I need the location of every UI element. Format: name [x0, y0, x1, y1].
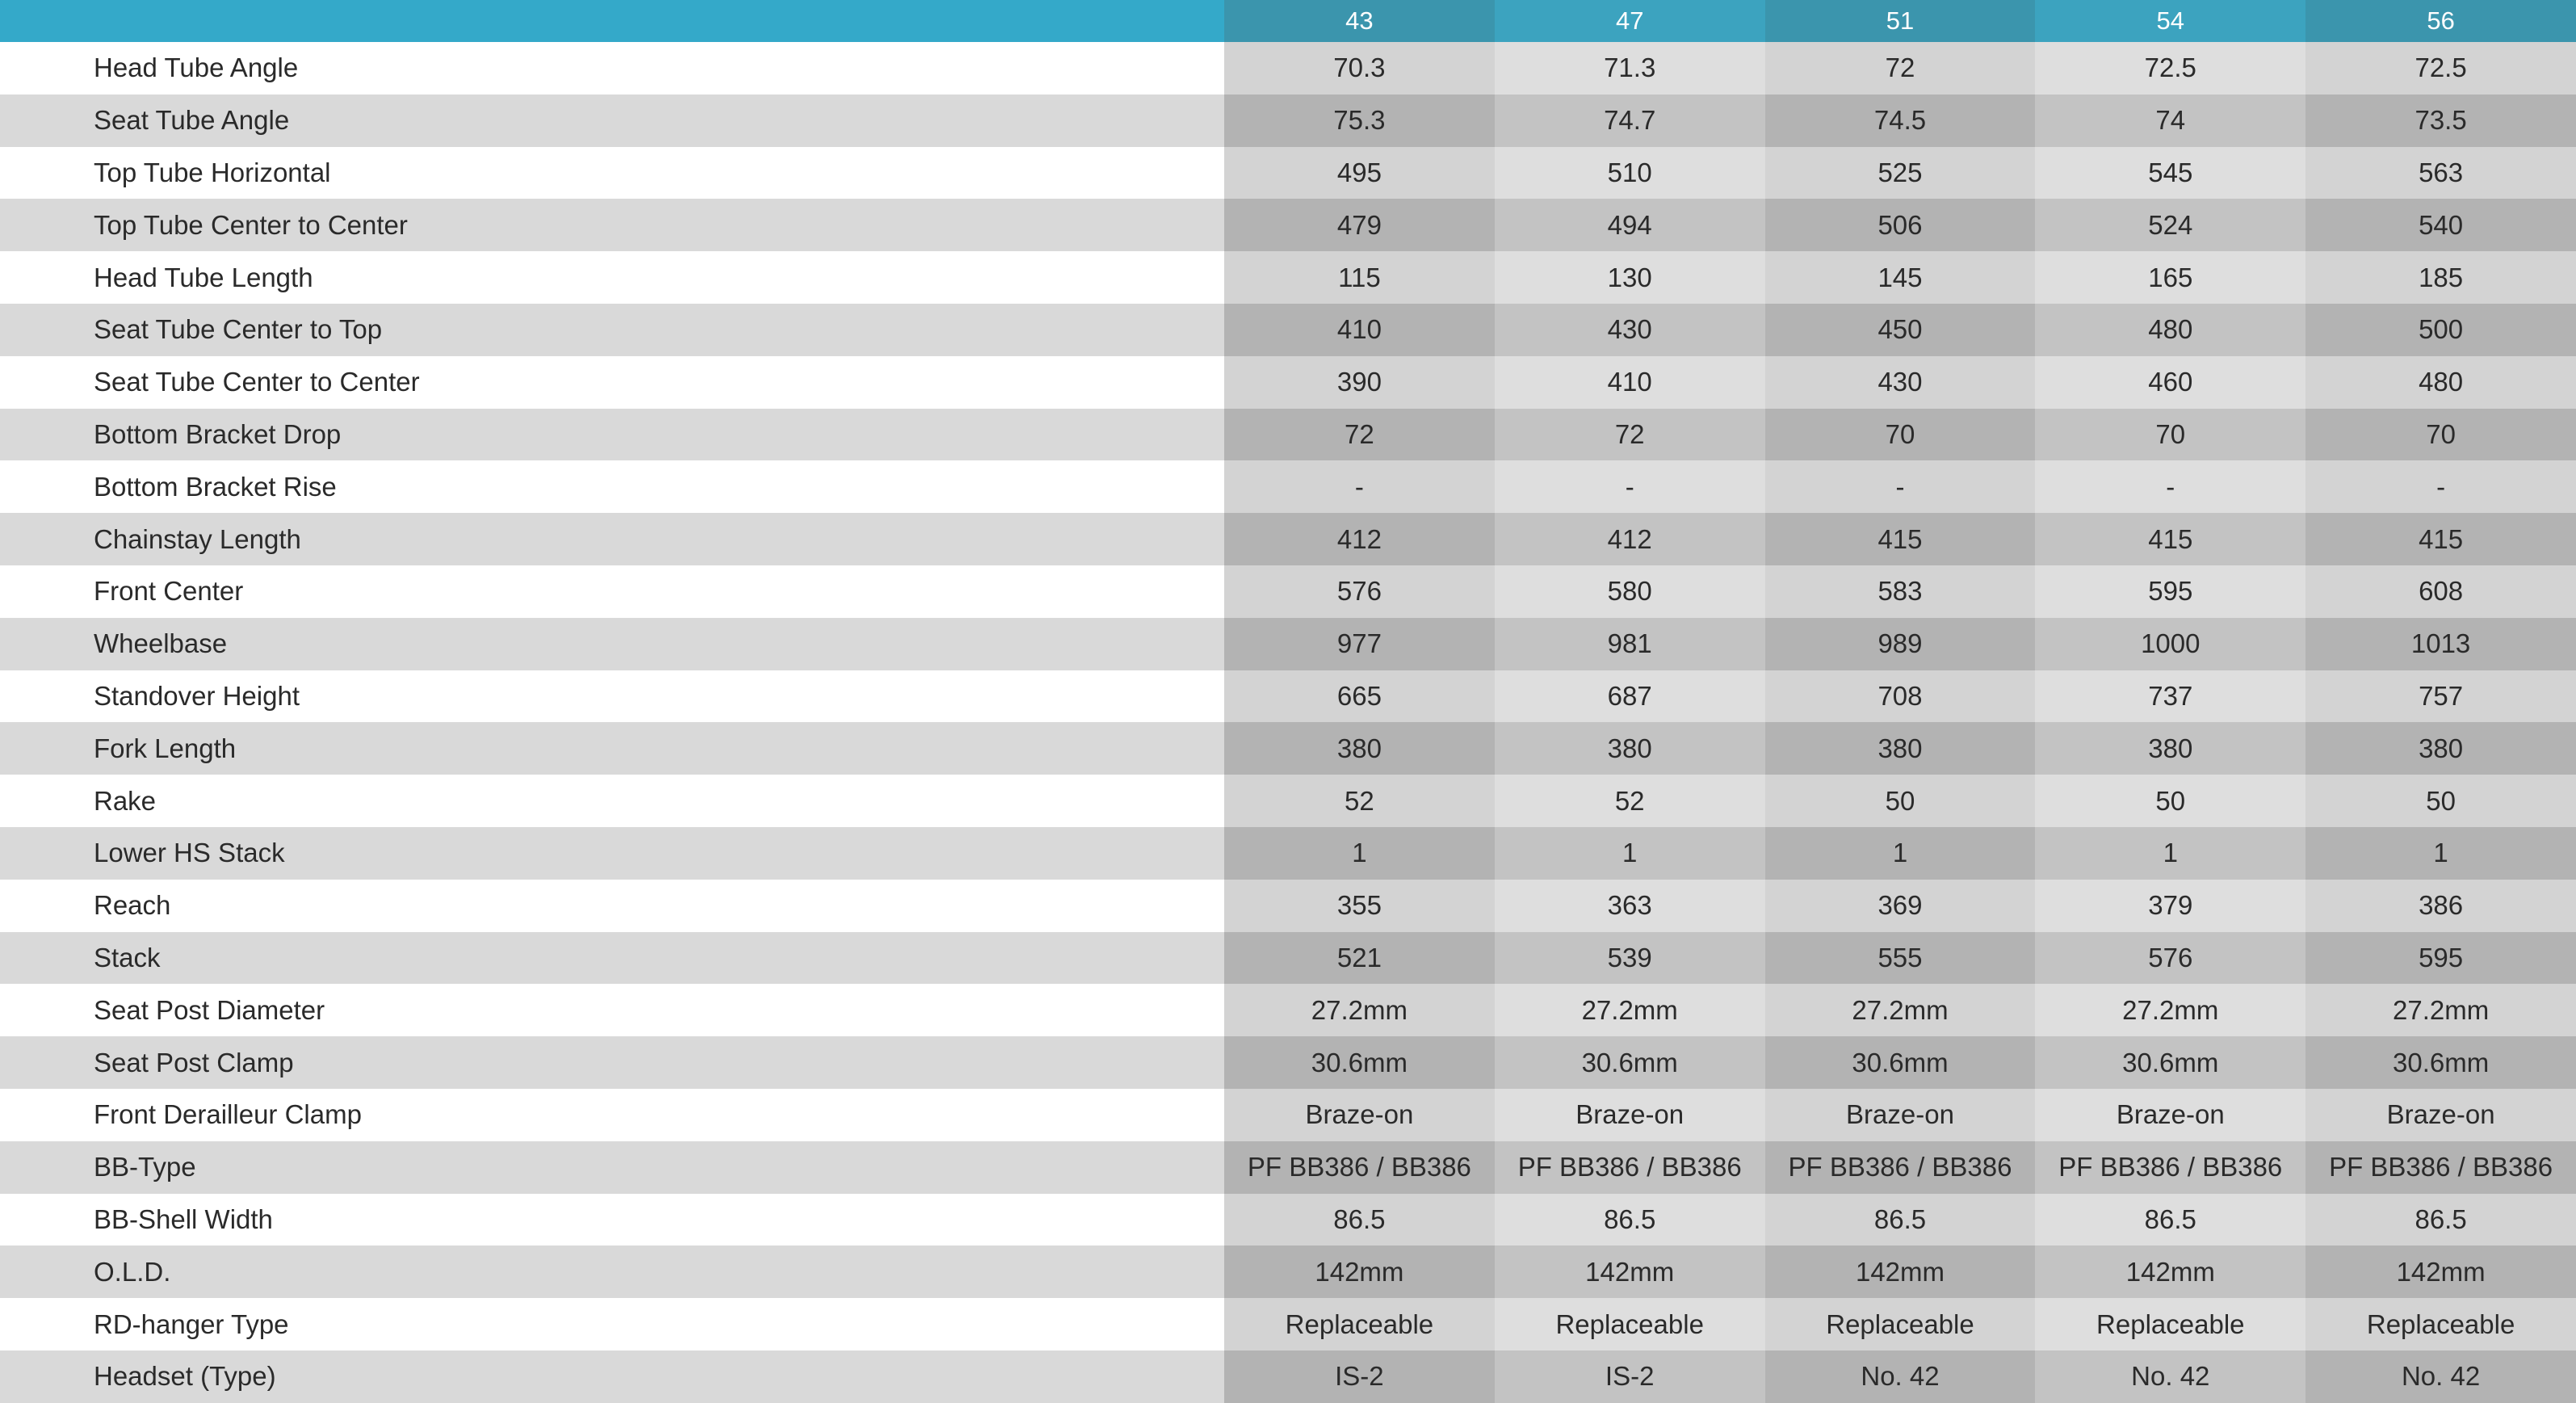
table-cell: 1	[1224, 827, 1495, 880]
row-label: Front Derailleur Clamp	[0, 1089, 1224, 1141]
table-cell: Replaceable	[2035, 1298, 2305, 1350]
table-cell: 30.6mm	[1224, 1036, 1495, 1089]
table-cell: 72.5	[2035, 42, 2305, 95]
table-cell: 1	[2305, 827, 2576, 880]
table-cell: 524	[2035, 199, 2305, 251]
size-header: 51	[1765, 0, 2036, 42]
table-cell: 142mm	[1224, 1245, 1495, 1298]
table-cell: 479	[1224, 199, 1495, 251]
table-row	[0, 722, 2576, 775]
table-cell: No. 42	[1765, 1350, 2036, 1403]
row-label: Bottom Bracket Drop	[0, 409, 1224, 461]
table-cell: 52	[1495, 775, 1765, 827]
table-cell: 86.5	[2035, 1194, 2305, 1246]
row-label: O.L.D.	[0, 1245, 1224, 1298]
table-cell: 27.2mm	[2305, 984, 2576, 1036]
table-cell: 580	[1495, 565, 1765, 618]
table-row	[0, 1194, 2576, 1246]
table-cell: 495	[1224, 147, 1495, 200]
size-header: 54	[2035, 0, 2305, 42]
table-cell: -	[1224, 460, 1495, 513]
table-cell: 30.6mm	[1765, 1036, 2036, 1089]
size-header: 47	[1495, 0, 1765, 42]
table-cell: 380	[1224, 722, 1495, 775]
table-cell: 665	[1224, 670, 1495, 723]
table-row	[0, 356, 2576, 409]
table-row	[0, 1350, 2576, 1403]
row-label: Headset (Type)	[0, 1350, 1224, 1403]
table-cell: 412	[1495, 513, 1765, 565]
row-label: Wheelbase	[0, 618, 1224, 670]
row-label: Front Center	[0, 565, 1224, 618]
table-row	[0, 618, 2576, 670]
table-row	[0, 1298, 2576, 1350]
table-cell: PF BB386 / BB386	[1765, 1141, 2036, 1194]
table-cell: 86.5	[1495, 1194, 1765, 1246]
table-cell: 595	[2035, 565, 2305, 618]
table-cell: 50	[2035, 775, 2305, 827]
table-cell: 72.5	[2305, 42, 2576, 95]
table-cell: 73.5	[2305, 95, 2576, 147]
table-cell: 460	[2035, 356, 2305, 409]
table-cell: 525	[1765, 147, 2036, 200]
row-label: Head Tube Angle	[0, 42, 1224, 95]
table-cell: 415	[2305, 513, 2576, 565]
table-cell: 410	[1495, 356, 1765, 409]
table-cell: 1	[2035, 827, 2305, 880]
table-cell: 737	[2035, 670, 2305, 723]
size-header: 43	[1224, 0, 1495, 42]
table-cell: 390	[1224, 356, 1495, 409]
table-cell: 72	[1765, 42, 2036, 95]
table-cell: 74	[2035, 95, 2305, 147]
table-cell: 72	[1495, 409, 1765, 461]
table-cell: 450	[1765, 304, 2036, 356]
table-cell: 576	[1224, 565, 1495, 618]
table-cell: 380	[1495, 722, 1765, 775]
table-row	[0, 932, 2576, 985]
row-label: Lower HS Stack	[0, 827, 1224, 880]
table-cell: 142mm	[2035, 1245, 2305, 1298]
table-cell: Braze-on	[1495, 1089, 1765, 1141]
table-cell: 27.2mm	[1495, 984, 1765, 1036]
table-row	[0, 1089, 2576, 1141]
row-label: Stack	[0, 932, 1224, 985]
table-cell: 757	[2305, 670, 2576, 723]
table-cell: 380	[1765, 722, 2036, 775]
table-cell: 70	[2035, 409, 2305, 461]
row-label: Seat Tube Center to Center	[0, 356, 1224, 409]
table-cell: 500	[2305, 304, 2576, 356]
table-cell: Braze-on	[1224, 1089, 1495, 1141]
table-cell: 30.6mm	[1495, 1036, 1765, 1089]
table-cell: 165	[2035, 251, 2305, 304]
table-row	[0, 42, 2576, 95]
table-cell: 369	[1765, 880, 2036, 932]
table-cell: No. 42	[2305, 1350, 2576, 1403]
table-row	[0, 409, 2576, 461]
row-label: BB-Shell Width	[0, 1194, 1224, 1246]
row-label: Seat Tube Center to Top	[0, 304, 1224, 356]
table-cell: 583	[1765, 565, 2036, 618]
table-cell: 708	[1765, 670, 2036, 723]
row-label: RD-hanger Type	[0, 1298, 1224, 1350]
row-label: Head Tube Length	[0, 251, 1224, 304]
table-cell: 494	[1495, 199, 1765, 251]
row-label: BB-Type	[0, 1141, 1224, 1194]
table-cell: -	[2035, 460, 2305, 513]
table-cell: -	[1495, 460, 1765, 513]
header-corner	[0, 0, 1224, 42]
table-row	[0, 304, 2576, 356]
table-row	[0, 827, 2576, 880]
geometry-table-body	[0, 42, 2576, 1403]
table-cell: 1	[1765, 827, 2036, 880]
table-row	[0, 199, 2576, 251]
row-label: Top Tube Horizontal	[0, 147, 1224, 200]
row-label: Seat Post Diameter	[0, 984, 1224, 1036]
table-cell: PF BB386 / BB386	[2305, 1141, 2576, 1194]
table-cell: 480	[2035, 304, 2305, 356]
table-cell: 977	[1224, 618, 1495, 670]
header-row	[0, 0, 2576, 42]
table-cell: 30.6mm	[2305, 1036, 2576, 1089]
table-cell: 380	[2305, 722, 2576, 775]
table-cell: 595	[2305, 932, 2576, 985]
table-row	[0, 775, 2576, 827]
row-label: Rake	[0, 775, 1224, 827]
table-cell: 70	[1765, 409, 2036, 461]
table-cell: PF BB386 / BB386	[2035, 1141, 2305, 1194]
table-cell: 1013	[2305, 618, 2576, 670]
table-cell: 521	[1224, 932, 1495, 985]
table-cell: 50	[2305, 775, 2576, 827]
row-label: Seat Tube Angle	[0, 95, 1224, 147]
table-cell: 687	[1495, 670, 1765, 723]
table-cell: 608	[2305, 565, 2576, 618]
table-cell: 86.5	[2305, 1194, 2576, 1246]
table-row	[0, 984, 2576, 1036]
table-row	[0, 1036, 2576, 1089]
table-row	[0, 565, 2576, 618]
table-cell: -	[1765, 460, 2036, 513]
table-cell: 50	[1765, 775, 2036, 827]
table-cell: 30.6mm	[2035, 1036, 2305, 1089]
table-cell: Braze-on	[2035, 1089, 2305, 1141]
table-cell: Replaceable	[1765, 1298, 2036, 1350]
table-cell: -	[2305, 460, 2576, 513]
table-cell: 27.2mm	[2035, 984, 2305, 1036]
table-row	[0, 1141, 2576, 1194]
row-label: Fork Length	[0, 722, 1224, 775]
table-cell: 506	[1765, 199, 2036, 251]
row-label: Standover Height	[0, 670, 1224, 723]
table-cell: 71.3	[1495, 42, 1765, 95]
table-row	[0, 460, 2576, 513]
table-cell: 145	[1765, 251, 2036, 304]
table-cell: 70.3	[1224, 42, 1495, 95]
table-row	[0, 513, 2576, 565]
table-cell: 989	[1765, 618, 2036, 670]
table-row	[0, 880, 2576, 932]
table-cell: 386	[2305, 880, 2576, 932]
table-cell: 415	[2035, 513, 2305, 565]
table-cell: Braze-on	[2305, 1089, 2576, 1141]
table-cell: Replaceable	[1495, 1298, 1765, 1350]
table-cell: 1	[1495, 827, 1765, 880]
table-cell: 1000	[2035, 618, 2305, 670]
table-cell: 412	[1224, 513, 1495, 565]
table-cell: 130	[1495, 251, 1765, 304]
table-cell: 981	[1495, 618, 1765, 670]
row-label: Top Tube Center to Center	[0, 199, 1224, 251]
table-cell: 86.5	[1224, 1194, 1495, 1246]
table-cell: 27.2mm	[1224, 984, 1495, 1036]
table-cell: PF BB386 / BB386	[1495, 1141, 1765, 1194]
row-label: Reach	[0, 880, 1224, 932]
table-cell: 379	[2035, 880, 2305, 932]
table-cell: 430	[1765, 356, 2036, 409]
table-cell: 555	[1765, 932, 2036, 985]
size-header: 56	[2305, 0, 2576, 42]
table-cell: 539	[1495, 932, 1765, 985]
table-cell: 410	[1224, 304, 1495, 356]
table-cell: 75.3	[1224, 95, 1495, 147]
table-cell: 415	[1765, 513, 2036, 565]
table-cell: 363	[1495, 880, 1765, 932]
table-cell: 86.5	[1765, 1194, 2036, 1246]
table-row	[0, 1245, 2576, 1298]
table-cell: 430	[1495, 304, 1765, 356]
table-cell: IS-2	[1224, 1350, 1495, 1403]
table-cell: 72	[1224, 409, 1495, 461]
table-cell: 70	[2305, 409, 2576, 461]
table-cell: 576	[2035, 932, 2305, 985]
row-label: Bottom Bracket Rise	[0, 460, 1224, 513]
table-cell: 540	[2305, 199, 2576, 251]
table-cell: 74.7	[1495, 95, 1765, 147]
table-cell: 27.2mm	[1765, 984, 2036, 1036]
table-cell: 74.5	[1765, 95, 2036, 147]
table-cell: 563	[2305, 147, 2576, 200]
row-label: Chainstay Length	[0, 513, 1224, 565]
table-row	[0, 670, 2576, 723]
table-cell: Replaceable	[1224, 1298, 1495, 1350]
table-row	[0, 251, 2576, 304]
table-cell: Replaceable	[2305, 1298, 2576, 1350]
table-cell: 185	[2305, 251, 2576, 304]
row-label: Seat Post Clamp	[0, 1036, 1224, 1089]
table-cell: 142mm	[1765, 1245, 2036, 1298]
table-cell: 115	[1224, 251, 1495, 304]
table-cell: 142mm	[1495, 1245, 1765, 1298]
table-row	[0, 147, 2576, 200]
table-cell: 480	[2305, 356, 2576, 409]
table-cell: 142mm	[2305, 1245, 2576, 1298]
table-cell: 380	[2035, 722, 2305, 775]
table-cell: 510	[1495, 147, 1765, 200]
table-cell: No. 42	[2035, 1350, 2305, 1403]
table-row	[0, 95, 2576, 147]
table-cell: 545	[2035, 147, 2305, 200]
table-cell: IS-2	[1495, 1350, 1765, 1403]
table-cell: 52	[1224, 775, 1495, 827]
table-cell: PF BB386 / BB386	[1224, 1141, 1495, 1194]
table-cell: Braze-on	[1765, 1089, 2036, 1141]
table-cell: 355	[1224, 880, 1495, 932]
